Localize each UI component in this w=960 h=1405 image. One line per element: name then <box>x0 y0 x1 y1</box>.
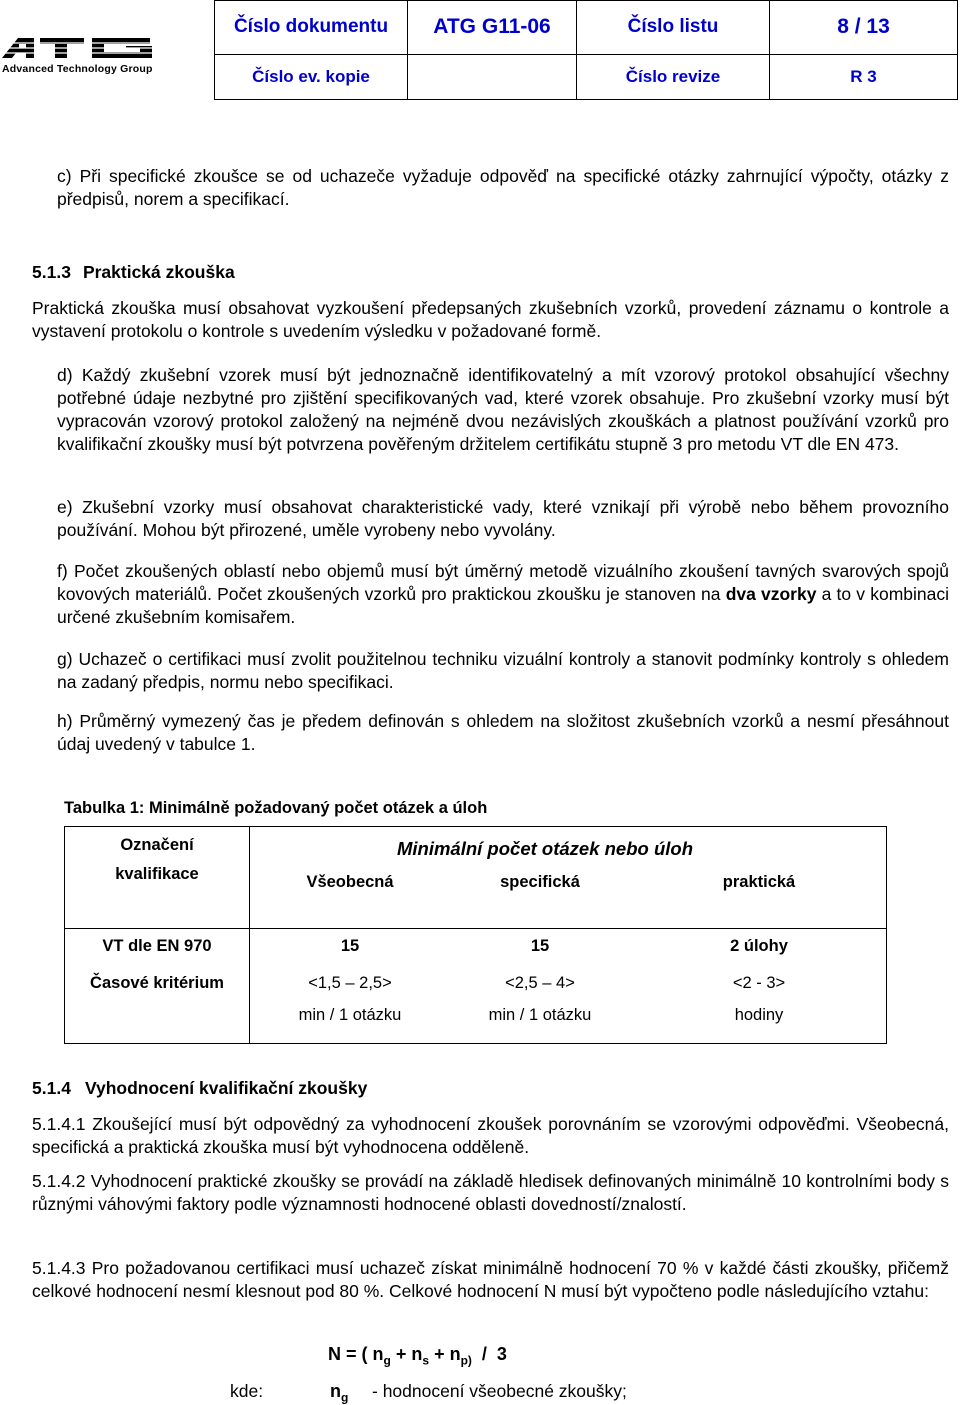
formula-sub: p) <box>460 1353 472 1368</box>
formula-part: / 3 <box>471 1344 507 1364</box>
formula-sub: s <box>422 1353 430 1368</box>
where-symbol <box>330 1381 348 1405</box>
table-divider-vertical <box>249 827 250 1043</box>
paragraph-d: d) Každý zkušební vzorek musí být jednoznačně identifikovatelný a mít vzorový protokol obsahující všechny potřebné údaje nezbytné pro zjištění specifikovaných vad, které vzorek obsahuje. Pro zkušební vzorky musí být vypracován vzorový protokol založený na nejméně dvou nezávislých zkouškách a platnost používání vzorků pro kvalifikační zkoušky musí být potvrzena pověřeným držitelem certifikátu stupně 3 pro metodu VT dle EN 473. <box>57 365 949 454</box>
paragraph-c: c) Při specifické zkoušce se od uchazeče vyžaduje odpověď na specifické otázky zahrnující výpočty, otázky z předpisů, norem a specifikací. <box>57 166 949 209</box>
revision-value: R 3 <box>770 54 958 99</box>
paragraph-h: h) Průměrný vymezený čas je předem definován s ohledem na složitost zkušebních vzorků a nesmí přesáhnout údaj uvedený v tabulce 1. <box>57 711 949 754</box>
section-number: 5.1.4 <box>32 1078 71 1098</box>
section-number: 5.1.3 <box>32 262 71 282</box>
header-general: Všeobecná <box>306 873 394 891</box>
formula-part: N = ( n <box>328 1344 384 1364</box>
header-min-count: Minimální počet otázek nebo úloh <box>396 838 694 859</box>
header-specific: specifická <box>500 873 580 891</box>
symbol-sub: g <box>341 1390 349 1405</box>
sheet-number-value: 8 / 13 <box>770 1 958 55</box>
copy-number-label: Číslo ev. kopie <box>215 54 408 99</box>
row2-label: Časové kritérium <box>90 974 224 992</box>
section-title: Praktická zkouška <box>82 262 235 282</box>
formula <box>328 1344 507 1368</box>
row1-specific: 15 <box>530 937 550 955</box>
header-qualification-2: kvalifikace <box>115 865 199 883</box>
document-header-table <box>214 0 958 100</box>
row2-specific-range: <2,5 – 4> <box>505 974 575 992</box>
paragraph-513: Praktická zkouška musí obsahovat vyzkoušení předepsaných zkušebních vzorků, provedení záznamu o kontrole a vystavení protokolu o kontrole s uvedením výsledku v požadované formě. <box>32 298 949 341</box>
paragraph-g: g) Uchazeč o certifikaci musí zvolit použitelnou techniku vizuální kontroly a stanovit podmínky kontroly s ohledem na zadaný předpis, normu nebo specifikaci. <box>57 649 949 692</box>
paragraph-5141: 5.1.4.1 Zkoušející musí být odpovědný za vyhodnocení zkoušek porovnáním se vzorovými odpověďmi. Všeobecná, specifická a praktická zkouška musí být vyhodnocena odděleně. <box>32 1114 949 1157</box>
header-practical: praktická <box>722 873 796 891</box>
formula-sub: g <box>383 1353 391 1368</box>
paragraph-f-bold: dva vzorky <box>725 584 817 604</box>
row2-practical-range: <2 - 3> <box>732 974 786 992</box>
sheet-number-label: Číslo listu <box>577 1 770 55</box>
row1-general: 15 <box>340 937 360 955</box>
section-heading-513 <box>32 262 235 283</box>
table-caption: Tabulka 1: Minimálně požadovaný počet otázek a úloh <box>64 799 488 817</box>
row1-practical: 2 úlohy <box>730 937 788 955</box>
paragraph-5142: 5.1.4.2 Vyhodnocení praktické zkoušky se provádí na základě hledisek definovaných minimálně 10 kontrolními body s různými váhovými faktory podle významnosti hodnocené oblasti dovedností/znalostí. <box>32 1171 949 1214</box>
row2-practical-unit: hodiny <box>734 1006 784 1024</box>
row2-general-unit: min / 1 otázku <box>298 1006 402 1024</box>
revision-label: Číslo revize <box>577 54 770 99</box>
row2-specific-unit: min / 1 otázku <box>488 1006 592 1024</box>
paragraph-5143: 5.1.4.3 Pro požadovanou certifikaci musí uchazeč získat minimálně hodnocení 70 % v každé části zkoušky, přičemž celkové hodnocení nesmí klesnout pod 80 %. Celkové hodnocení N musí být vypočteno podle následujícího vztahu: <box>32 1258 949 1301</box>
header-qualification-1: Označení <box>120 836 194 854</box>
requirements-table <box>64 826 887 1044</box>
copy-number-value <box>408 54 577 99</box>
table-divider-horizontal <box>65 928 886 929</box>
row2-general-range: <1,5 – 2,5> <box>308 974 392 992</box>
paragraph-e: e) Zkušební vzorky musí obsahovat charakteristické vady, které vznikají při výrobě nebo během provozního používání. Mohou být přirozené, uměle vyrobeny nebo vyvolány. <box>57 497 949 540</box>
paragraph-f-text: f) Počet zkoušených oblastí nebo objemů musí být úměrný metodě vizuálního zkoušení tavných svarových spojů kovových materiálů. Počet zkoušených vzorků pro praktickou zkoušku je stanoven na <box>57 561 949 604</box>
where-label: kde: <box>230 1381 264 1401</box>
section-title: Vyhodnocení kvalifikační zkoušky <box>84 1078 368 1098</box>
row1-label: VT dle EN 970 <box>102 937 212 955</box>
symbol-n: n <box>330 1381 341 1401</box>
formula-part: + n <box>429 1344 461 1364</box>
doc-number-label: Číslo dokumentu <box>215 1 408 55</box>
paragraph-f-text-end: a to v kombinaci určené zkušebním komisařem. <box>57 584 949 627</box>
doc-number-value: ATG G11-06 <box>408 1 577 55</box>
section-heading-514 <box>32 1078 367 1099</box>
where-description: - hodnocení všeobecné zkoušky; <box>372 1381 627 1401</box>
formula-part: + n <box>390 1344 423 1364</box>
paragraph-f <box>57 560 949 629</box>
logo-subtitle: Advanced Technology Group <box>2 63 153 75</box>
